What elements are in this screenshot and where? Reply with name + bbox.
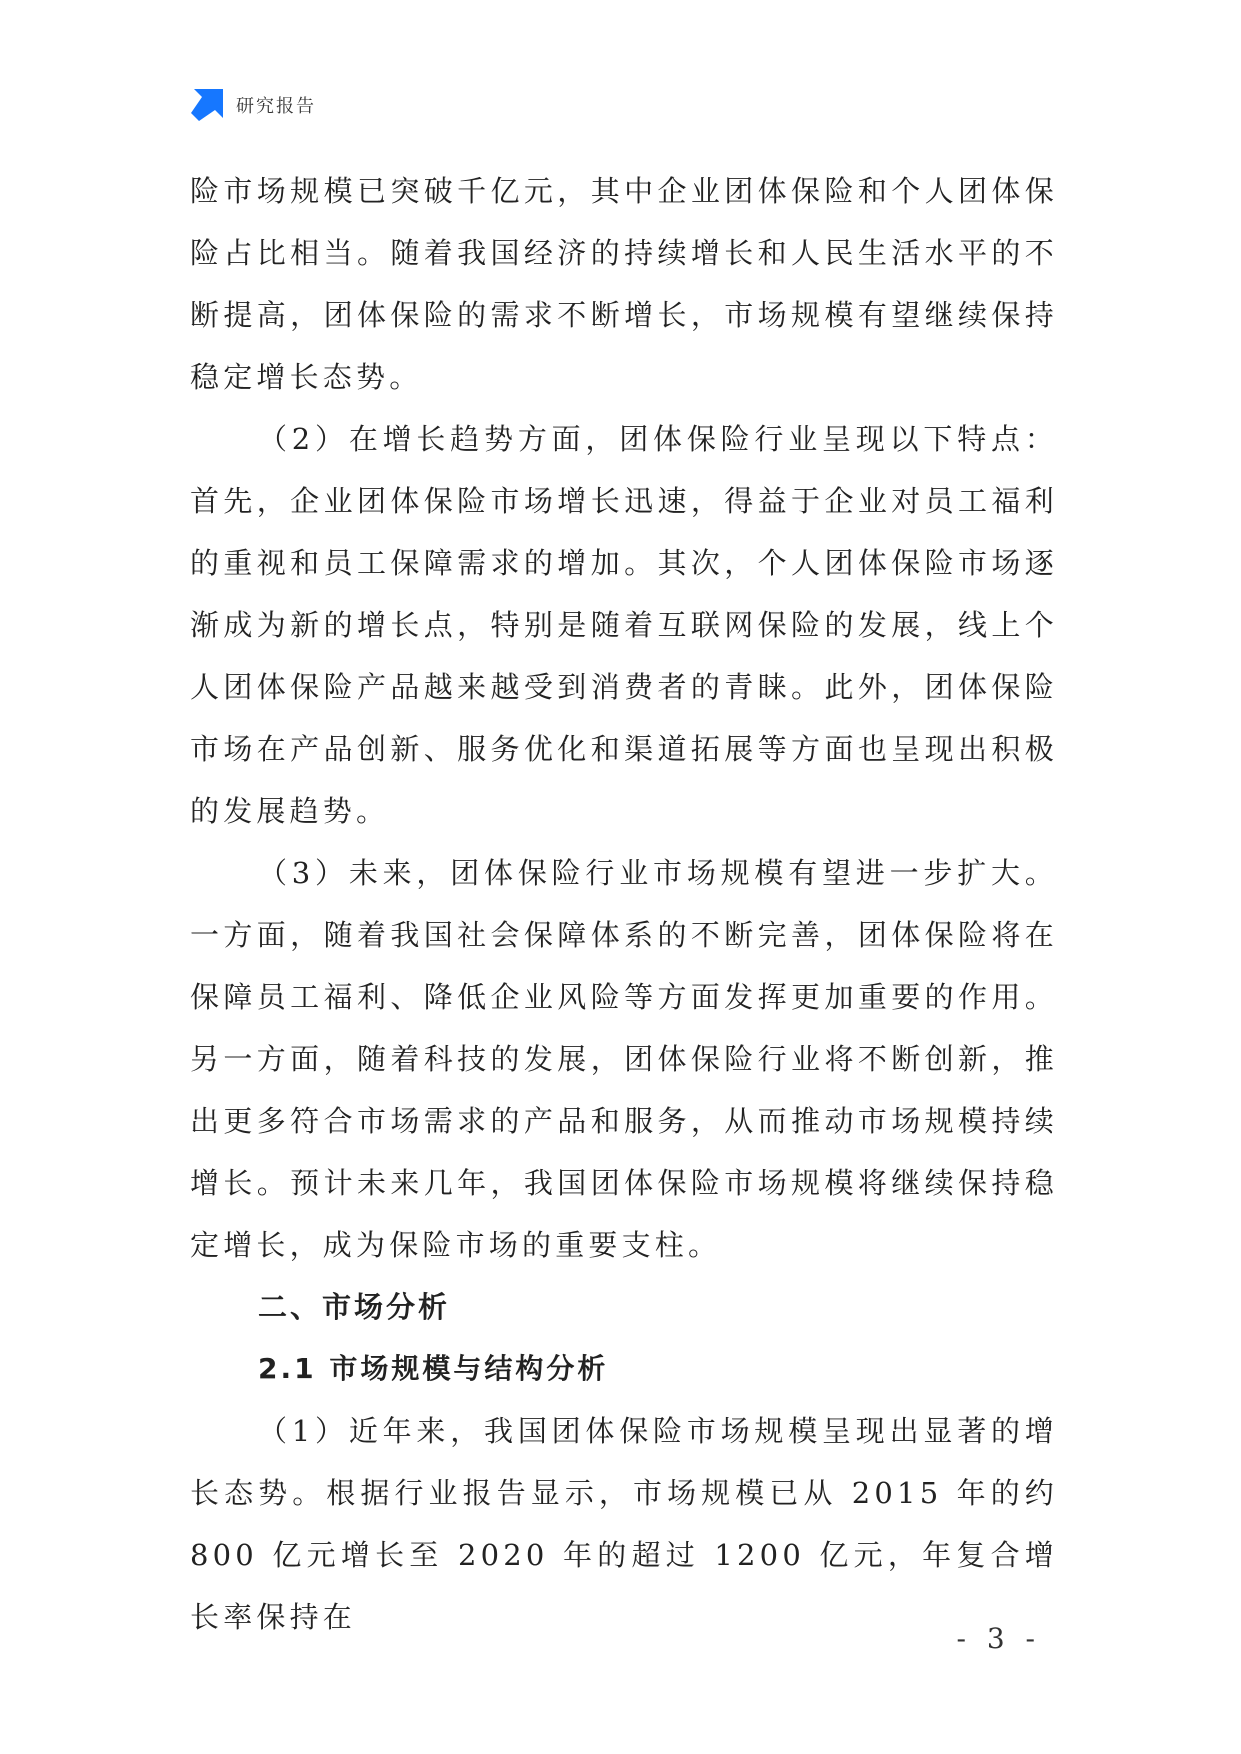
header-title: 研究报告 <box>236 96 316 117</box>
arrow-up-right-icon <box>190 88 224 122</box>
paragraph-growth-trend: （2）在增长趋势方面，团体保险行业呈现以下特点：首先，企业团体保险市场增长迅速，得益于企业对员工福利的重视和员工保障需求的增加。其次，个人团体保险市场逐渐成为新的增长点，特别是随着互联网保险的发展，线上个人团体保险产品越来越受到消费者的青睐。此外，团体保险市场在产品创新、服务优化和渠道拓展等方面也呈现出积极的发展趋势。 <box>190 422 1058 828</box>
document-body <box>190 160 1058 1648</box>
paragraph-continued: 险市场规模已突破千亿元，其中企业团体保险和个人团体保险占比相当。随着我国经济的持续增长和人民生活水平的不断提高，团体保险的需求不断增长，市场规模有望继续保持稳定增长态势。 <box>190 174 1058 394</box>
paragraph-future-outlook: （3）未来，团体保险行业市场规模有望进一步扩大。一方面，随着我国社会保障体系的不断完善，团体保险将在保障员工福利、降低企业风险等方面发挥更加重要的作用。另一方面，随着科技的发展，团体保险行业将不断创新，推出更多符合市场需求的产品和服务，从而推动市场规模持续增长。预计未来几年，我国团体保险市场规模将继续保持稳定增长，成为保险市场的重要支柱。 <box>190 856 1058 1262</box>
paragraph-market-size: （1）近年来，我国团体保险市场规模呈现出显著的增长态势。根据行业报告显示，市场规模已从 2015 年的约 800 亿元增长至 2020 年的超过 1200 亿元，年复合增长率保持在 <box>190 1414 1058 1634</box>
page-header <box>190 88 316 122</box>
section-heading-market-analysis: 二、市场分析 <box>258 1290 451 1324</box>
page-number: - 3 - <box>956 1622 1041 1655</box>
subsection-heading-market-size: 2.1 市场规模与结构分析 <box>258 1352 609 1385</box>
